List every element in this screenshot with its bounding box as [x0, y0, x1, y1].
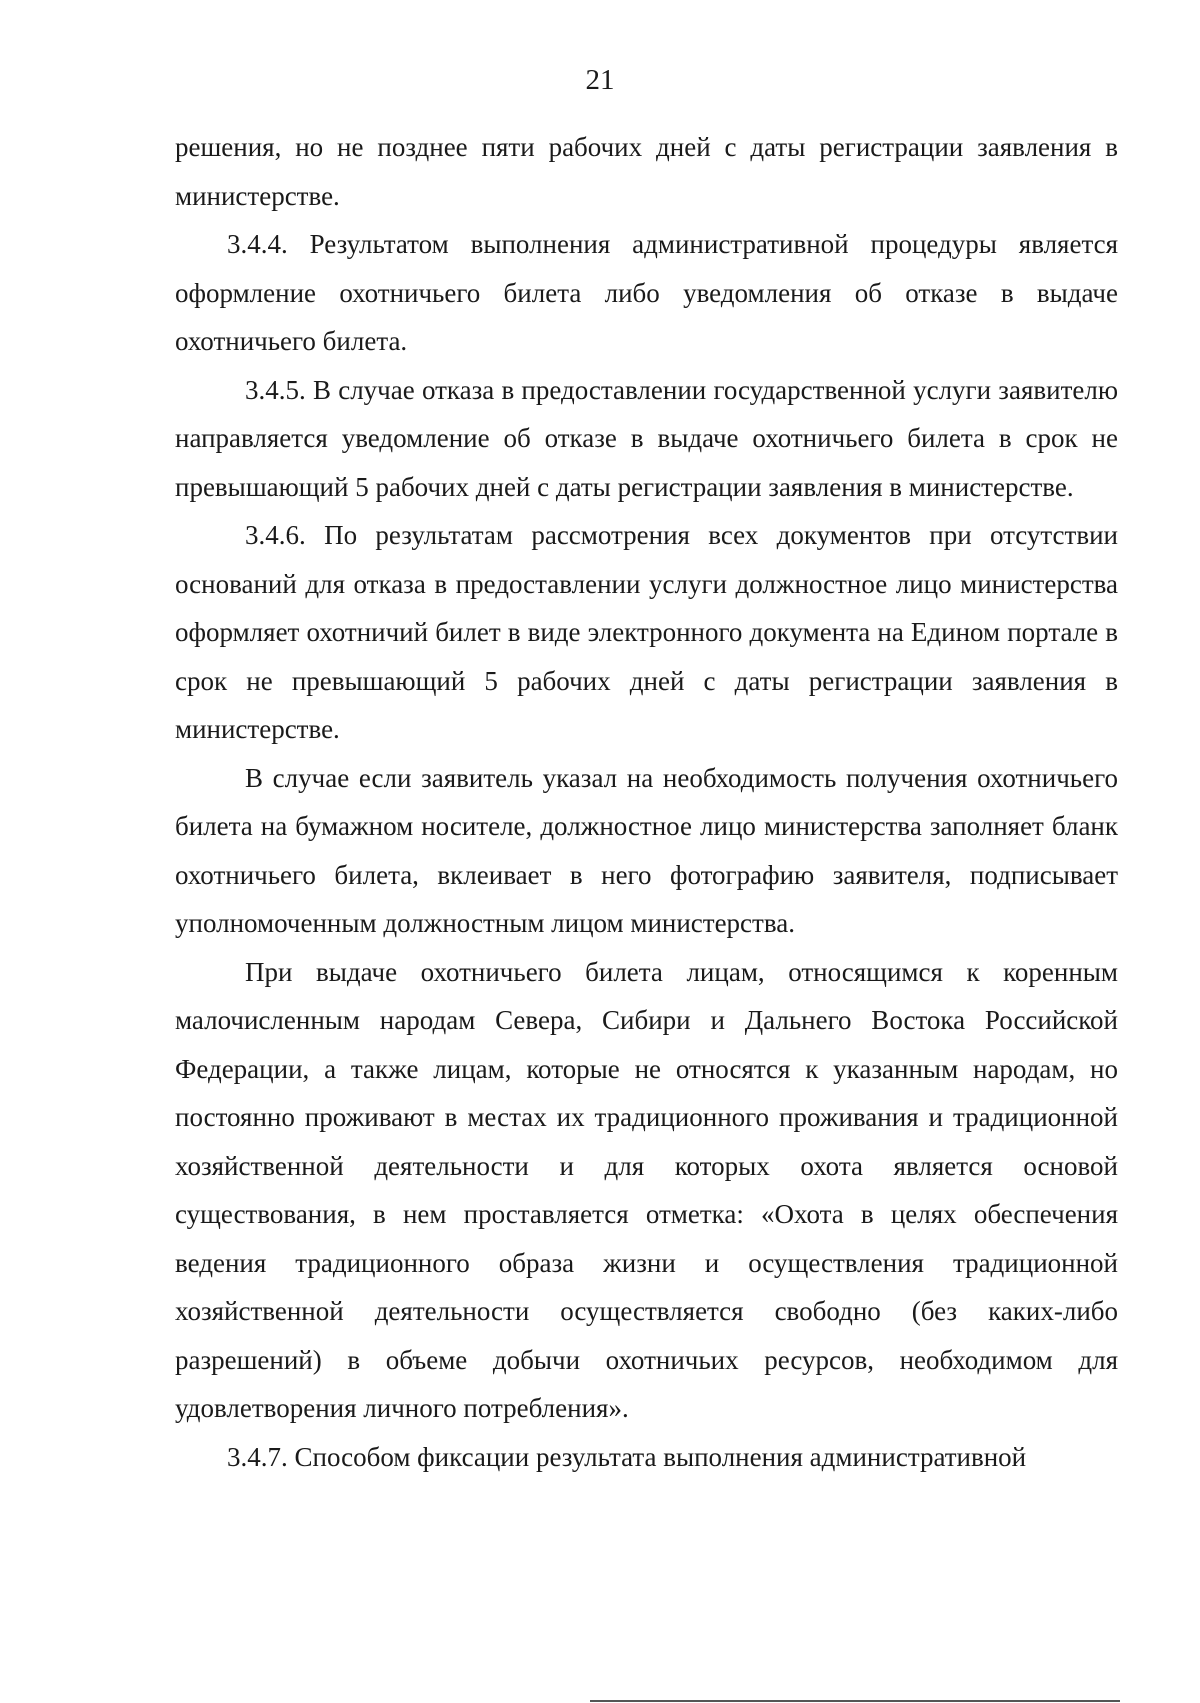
- paragraph-3-4-6: 3.4.6. По результатам рассмотрения всех документов при отсутствии оснований для отказа в предоставлении услуги должностное лицо министерства оформляет охотничий билет в виде электронного документа на Едином портале в срок не превышающий 5 рабочих дней с даты регистрации заявления в министерстве.: [175, 520, 1118, 744]
- paragraph-paper-ticket: В случае если заявитель указал на необходимость получения охотничьего билета на бумажном носителе, должностное лицо министерства заполняет бланк охотничьего билета, вклеивает в него фотографию заявителя, подписывает уполномоченным должностным лицом министерства.: [175, 762, 1118, 938]
- document-body: [175, 123, 1118, 1481]
- footer-rule: [590, 1700, 1120, 1702]
- paragraph-3-4-5: 3.4.5. В случае отказа в предоставлении государственной услуги заявителю направляется уведомление об отказе в выдаче охотничьего билета в срок не превышающий 5 рабочих дней с даты регистрации заявления в министерстве.: [175, 374, 1118, 502]
- paragraph-3-4-7: 3.4.7. Способом фиксации результата выполнения административной: [227, 1441, 1027, 1472]
- paragraph-3-4-4: 3.4.4. Результатом выполнения административной процедуры является оформление охотничьего билета либо уведомления об отказе в выдаче охотничьего билета.: [175, 229, 1118, 356]
- paragraph-continuation: решения, но не позднее пяти рабочих дней с даты регистрации заявления в министерстве.: [175, 132, 1118, 211]
- page-number: 21: [585, 64, 615, 96]
- paragraph-indigenous-peoples: При выдаче охотничьего билета лицам, относящимся к коренным малочисленным народам Севера, Сибири и Дальнего Востока Российской Федерации, а также лицам, которые не относятся к указанным народам, но постоянно проживают в местах их традиционного проживания и традиционной хозяйственной деятельности и для которых охота является основой существования, в нем проставляется отметка: «Охота в целях обеспечения ведения традиционного образа жизни и осуществления традиционной хозяйственной деятельности осуществляется свободно (без каких-либо разрешений) в объеме добычи охотничьих ресурсов, необходимом для удовлетворения личного потребления».: [175, 956, 1118, 1423]
